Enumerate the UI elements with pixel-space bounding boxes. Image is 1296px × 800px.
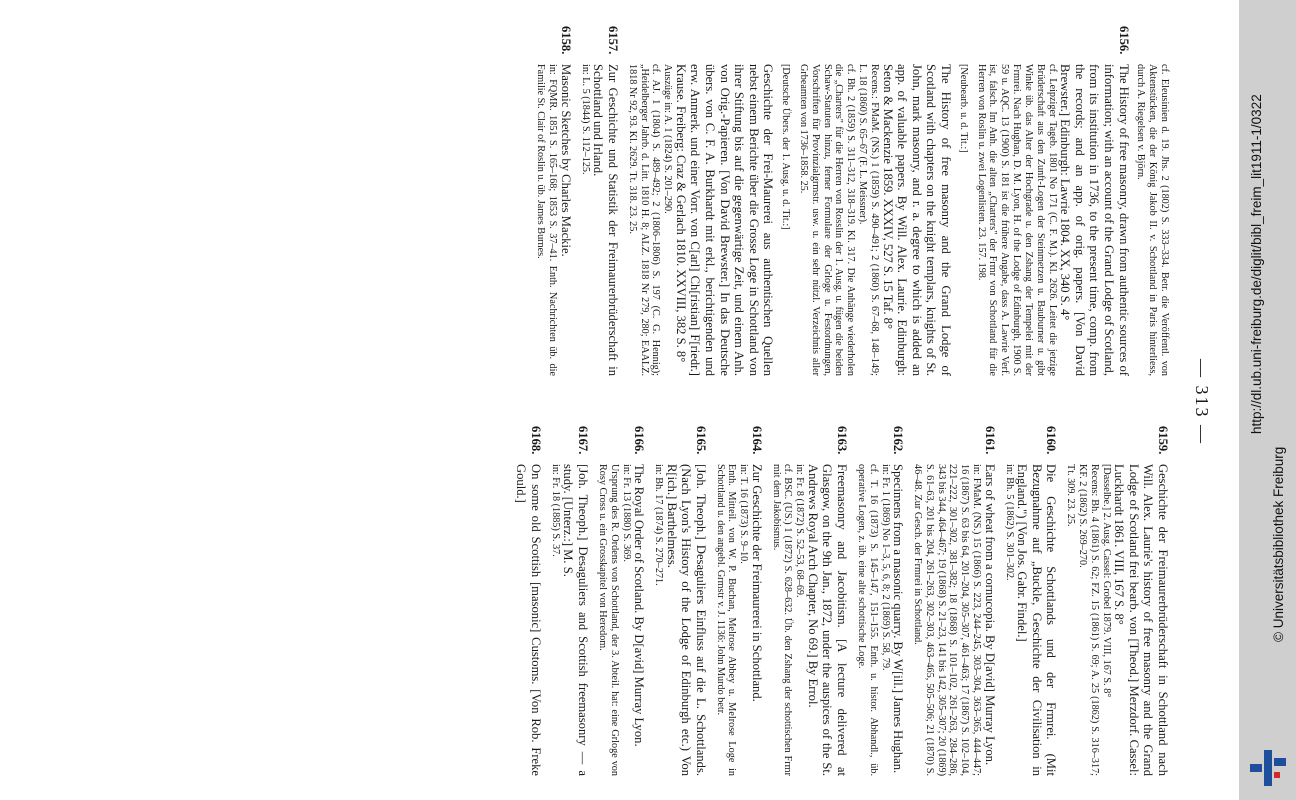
entry-number: 6168. (529, 426, 544, 455)
page-number: — 313 — (1192, 359, 1212, 445)
entry-number: 6162. (891, 426, 906, 455)
entry-note: in: Bh. 17 (1874) S. 270–271. (652, 464, 664, 586)
entry-number: 6158. (558, 26, 573, 55)
bibliography-entry (596, 426, 646, 776)
entry-number (626, 26, 775, 64)
entry-number: 6160. (1044, 426, 1059, 455)
entry-number: 6164. (749, 426, 764, 455)
entry-note: cf. T. 16 (1873) S. 145–147, 151–155. Enth. u. histor. Abhandl., üb. operative Logen, z. üb. eine alte schottische Loge. (855, 464, 879, 776)
source-url[interactable]: http://dl.ub.uni-freiburg.de/diglit/bibl_freim_lit1911-1/0322 (1249, 94, 1264, 434)
entry-body (535, 64, 573, 376)
entry-note: in: L. 5 (1844) S. 112–125. (579, 64, 591, 175)
entry-body (770, 464, 849, 776)
entry-body (626, 64, 775, 376)
bibliography-entry (549, 426, 590, 776)
entry-title: [Joh. Theoph.] Desaguliers and Scottish freemasonry — a study. [Unterz.:] M. S. (561, 464, 591, 776)
entry-number: 6165. (693, 426, 708, 455)
entry-title: The Royal Order of Scotland. By D[avid] Murray Lyon. (632, 464, 647, 747)
entry-body (975, 64, 1131, 376)
entry-note: Auszüge in: A. 1 (1824) S. 201–290. (662, 64, 674, 214)
page-content (0, 22, 1232, 782)
entry-note: Tt. 309. 23. 25. (1065, 464, 1077, 527)
entry-title: Zur Geschichte der Freimaurerei in Schottland. (749, 464, 764, 702)
entry-body (1003, 464, 1059, 776)
entry-title: The History of free masonry and the Grand Lodge of Scotland with chapters on the knight templars, knights of St. John, mark masonry, and r. a. degree to which is added an app. of valuable papers. By Will. Alex. Laurie. Edinburgh: Seton & Mackenzie 1859. XXXIV, 527 S. 15 Taf. 8° (880, 64, 953, 376)
entry-title: On some old Scottish [masonic] Customs. [Von Rob. Freke Gould.] (514, 464, 544, 776)
entry-note: in: T. 16 (1873) S. 9–10. (738, 464, 750, 564)
bibliography-entry (770, 426, 849, 776)
entry-body (549, 464, 590, 776)
entry-title: Geschichte der Frei-Maurerei aus authentischen Quellen nebst einem Berichte über die Grosse Loge in Schottland von ihrer Stiftung bis auf die gegenwärtige Zeit, und einem Anh. von Orig.-Papieren. [Von David Brewster.] In das Deutsche übers. von C. F. A. Burkhardt mit erkl., berichtigenden und erw. Anmerk. und einer Vorr. von C[arl] Ch[ristian] F[riedr.] Krause. Freiberg: Craz & Gerlach 1810. XXVIII, 382 S. 8° (673, 64, 776, 376)
entry-title: Zur Geschichte und Statistik der Freimaurerbrüderschaft in Schottland und Irland. (591, 64, 620, 376)
bibliography-entry (911, 426, 997, 776)
bibliography-entry (855, 426, 905, 776)
entry-number (797, 26, 953, 64)
bibliography-entry (797, 26, 953, 376)
entry-body (596, 464, 646, 776)
sidebar (1239, 0, 1296, 800)
entry-body (911, 464, 997, 776)
entry-body (652, 464, 708, 776)
entry-title: Die Geschichte Schottlands und der Frmrei. (Mit Bezugnahme auf „Buckle, Geschichte der Civilisation in England.") [Von Jos. Gabr. Findel.] (1015, 464, 1059, 776)
bibliography-entry (579, 26, 620, 376)
entry-note: in: Bh. 5 (1862) S. 301–302. (1003, 464, 1015, 581)
bibliography-note: cf. Eleusinien d. 19. Jhs. 2 (1802) S. 333–334. Betr. die Veröffentl. von Aktenstücken, die der König Jakob II. v. Schottland in Paris hinterliess, durch A. Riegelsen v. Björn. (1135, 64, 1170, 376)
entry-body (797, 64, 953, 376)
entry-note: Recens.: FMaM. (NS.) 1 (1859) S. 490–491; 2 (1860) S. 67–68, 148–149; L. 18 (1860) S. 65–67 (F. L. Meissner). (857, 64, 880, 376)
entry-note: Enth. Mitteil. von W. P. Buchan, Melrose Abbey u. Melrose Loge in Schottland u. den angebl. Grmstr v. J. 1136: John Murdo betr. (714, 464, 738, 776)
entry-title: Specimens from a masonic quarry. By W[ill.] James Hughan. (891, 464, 906, 774)
entry-number: 6161. (982, 426, 997, 455)
ub-freiburg-logo-icon (1248, 748, 1288, 788)
entry-note: cf. Leipziger Tageb. 1801 No 171 (C. F. M.). Kl. 2626. Leitet die jetzige Brüderschaft aus den Zunft-Logen der Steinmetzen u. Bauburner u. gibt Winke üb. das Alter der Hochgrade u. den Zshang der Tempelei mit der Frmrei. Nach Hughan, D. M. Lyon, H. of the Lodge of Edinburgh, 1900 S. 59 u. AQC. 13 (1900) S. 181 ist die frühere Angabe, dass A. Lawrie Verf. ist, falsch. Im Anh. die alten „Charters" der Frmr von Schottland für die Herren von Roslin u. zwei Logenlisten. 23. 157. 198. (975, 64, 1058, 376)
entry-note: cf. BSC. (US.) 1 (1872) S. 628–632. Üb. den Zshang der schottischen Frmr mit dem Jakobismus. (770, 464, 794, 776)
bibliography-entry (514, 426, 543, 776)
entry-body (855, 464, 905, 776)
entry-note: in: Fr. 18 (1885) S. 37. (549, 464, 561, 557)
entry-note: [Dasselbe.] 2. Ausg. Cassel: Grobel 1879. VIII, 167 S. 8° (1100, 464, 1112, 698)
entry-number: 6166. (632, 426, 647, 455)
copyright-notice: © Universitätsbibliothek Freiburg (1271, 446, 1286, 642)
bibliography-entry (535, 26, 573, 376)
left-column (529, 26, 1170, 376)
entry-number: 6167. (576, 426, 591, 455)
bibliography-entry (1064, 426, 1170, 776)
entry-body (1064, 464, 1170, 776)
entry-note: cf. AJ. 1 (1804) S. 489–492; 2 (1806–1806) S. 197 (C. G. Hennig); „Heidelberger Jahrb. d. Litt. 1810 H. 8; ALZ. 1818 Nr 279, 280; EAALZ. 1818 Nr 92, 93. Kl. 2629. Tt. 318. 23. 25. (626, 64, 662, 376)
bibliography-note: [Deutsche Übers. der 1. Ausg. u. d. Tit.:] (780, 64, 792, 230)
bibliography-entry (626, 26, 775, 376)
entry-number: 6159. (1156, 426, 1170, 455)
entry-title: Geschichte der Freimaurerbrüderschaft in Schottland nach Will. Alex. Laurie's history of free masonry and the Grand Lodge of Scotland frei bearb. von [Theod.] Merzdorf. Cassel: Luckhardt 1861. VIII, 167 S. 8° (1112, 464, 1170, 776)
entry-title: The History of free masonry, drawn from authentic sources of information; with an account of the Grand Lodge of Scotland, from its institution in 1736, to the present time, comp. from the records; and an app. of orig. papers. [Von David Brewster.] Edinburgh: Lawrie 1804. XX, 340 S. 4° (1058, 64, 1131, 376)
entry-note: Recens: Bh. 4 (1861) S. 62; FZ. 15 (1861) S. 69; A. 25 (1862) S. 316–317; KF. 2 (1862) S. 269–270. (1076, 464, 1100, 776)
entry-body (714, 464, 764, 776)
right-column (508, 426, 1170, 776)
entry-note: in: Fr. 1 (1869) No 1–3, 5, 6, 8; 2 (1869) S. 58, 79. (879, 464, 891, 671)
entry-title: Masonic Sketches by Charles Mackie. (558, 64, 573, 257)
entry-note: cf. Bh. 2 (1859) S. 311–312, 318–319. Kl. 317. Die Anhänge wiederholen die „Charters" für die Herren von Rosslin der 1. Ausg. u. fügen die beiden Schaw-Statuten hinzu, ferner Formulare der Grloge u. Festordnungen, Vorschriften für Provinzialgrmstr. usw. u. ein sehr nützl. Verzeichnis aller Grbeamten von 1736–1858. 25. (797, 64, 857, 376)
bibliography-entry (1003, 426, 1059, 776)
entry-title: Ears of wheat from a cornucopia. By D[avid] Murray Lyon. (982, 464, 997, 766)
entry-note: Ursprung des R. Ordens von Schottland, der 3. Abteil. hat: eine Grloge von Rosy Cross u. ein Grosskapitel von Heredom. (596, 464, 620, 776)
entry-title: Freemasonry and Jacobitism. [A lecture delivered at Glasgow, on the 9th Jan., 1872, under the auspices of the St. Andrews Royal Arch Chapter, No 69.] By Errol. (805, 464, 850, 776)
entry-number: 6163. (835, 426, 850, 455)
entry-note: in: FMaM. (NS.) 15 (1866) S. 223, 244–245, 303–304, 363–365, 444–447; 16 (1867) S. 63 bis 64, 201–204, 305–307, 461–463; 17 (1867) S. 102–104, 221–222, 301–302, 381–382; 18 (1868) S. 101–102, 261–263, 284–286, 343 bis 344, 464–467; 19 (1868) S. 21–23, 141 bis 142, 305–307; 20 (1869) S. 61–63, 201 bis 204, 261–263, 302–303, 463–465, 505–506; 21 (1870) S. 46–48. Zur Gesch. der Frmrei in Schottland. (911, 464, 983, 776)
entry-body (579, 64, 620, 376)
entry-note: in: Fr. 8 (1872) S. 52–53, 68–69. (794, 464, 806, 598)
bibliography-entry (975, 26, 1131, 376)
entry-note: in: FQMR. 1851 S. 165–168; 1853 S. 37–41. Enth. Nachrichten üb. die Familie St. Clair of Roslin u. üb. James Burnes. (535, 64, 559, 376)
bibliography-entry (652, 426, 708, 776)
entry-note: in: Fr. 13 (1880) S. 369. (620, 464, 632, 562)
entry-body (514, 464, 543, 776)
entry-number: 6157. (605, 26, 620, 55)
entry-number: 6156. (1116, 26, 1131, 55)
entry-title: [Joh. Theoph.] Desaguliers Einfluss auf die L. Schottlands. (Nach Lyon's History of the Lodge of Edinburgh etc.) Von R[ich.] Barthelmess. (664, 464, 708, 776)
bibliography-entry (714, 426, 764, 776)
bibliography-note: [Neubearb. u. d. Tit.:] (957, 64, 969, 153)
